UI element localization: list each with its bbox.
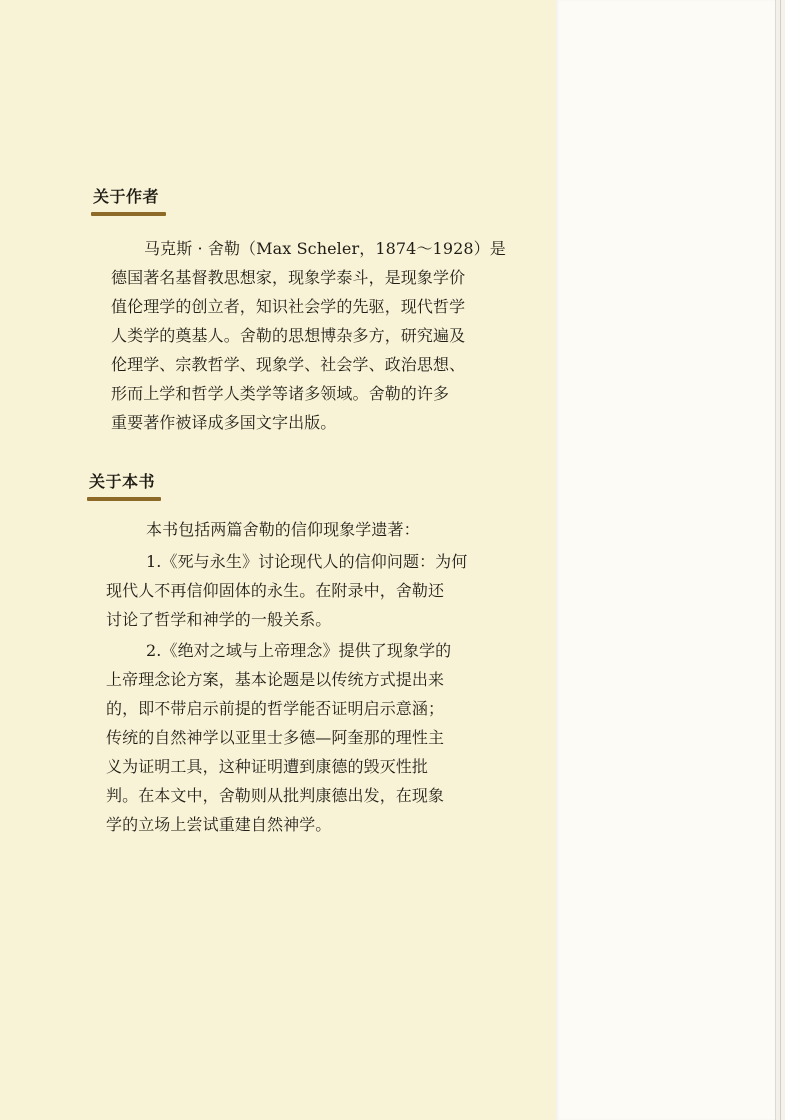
author-line: 值伦理学的创立者，知识社会学的先驱，现代哲学: [111, 297, 466, 316]
about-author-heading: 关于作者: [93, 187, 160, 206]
book-line: 本书包括两篇舍勒的信仰现象学遗著：: [146, 520, 420, 539]
book-line: 上帝理念论方案，基本论题是以传统方式提出来: [106, 670, 445, 689]
author-line: 形而上学和哲学人类学等诸多领域。舍勒的许多: [111, 384, 450, 403]
book-line: 讨论了哲学和神学的一般关系。: [106, 610, 332, 629]
about-author-underline: [91, 212, 166, 216]
author-line: 人类学的奠基人。舍勒的思想博杂多方，研究遍及: [111, 326, 466, 345]
about-author-paragraph: [111, 234, 506, 444]
book-line: 现代人不再信仰固体的永生。在附录中，舍勒还: [106, 581, 445, 600]
author-line: 马克斯 · 舍勒（Max Scheler，1874～1928）是: [144, 239, 506, 258]
book-line: 传统的自然神学以亚里士多德—阿奎那的理性主: [106, 728, 445, 747]
book-line: 学的立场上尝试重建自然神学。: [106, 815, 332, 834]
about-book-underline: [87, 497, 161, 501]
page-edge: [775, 0, 785, 1120]
book-line: 判。在本文中，舍勒则从批判康德出发，在现象: [106, 786, 445, 805]
book-line: 2.《绝对之域与上帝理念》提供了现象学的: [146, 641, 452, 660]
book-line: 的，即不带启示前提的哲学能否证明启示意涵；: [106, 699, 445, 718]
white-page-area: [556, 0, 785, 1120]
author-line: 重要著作被译成多国文字出版。: [111, 413, 337, 432]
book-line: 1.《死与永生》讨论现代人的信仰问题：为何: [146, 552, 468, 571]
author-line: 伦理学、宗教哲学、现象学、社会学、政治思想、: [111, 355, 466, 374]
about-book-heading: 关于本书: [89, 472, 156, 491]
book-line: 义为证明工具，这种证明遭到康德的毁灭性批: [106, 757, 429, 776]
author-line: 德国著名基督教思想家，现象学泰斗，是现象学价: [111, 268, 466, 287]
about-book-paragraph: [106, 515, 511, 845]
